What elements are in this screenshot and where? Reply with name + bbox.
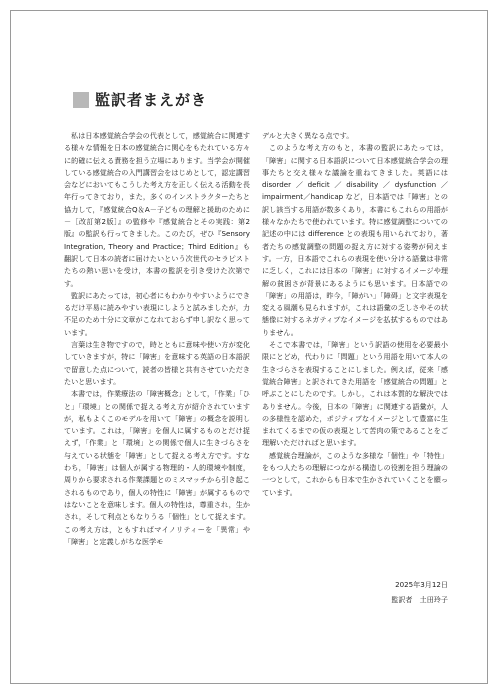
paragraph-continued: デルと大きく異なる点です。 xyxy=(262,131,354,140)
heading-square-icon xyxy=(73,92,89,108)
paragraph: このような考え方のもと，本書の監訳にあたっては，「障害」に関する日本語訳について日本感覚統合学会の理事たちと交え様々な議論を重ねてきました。英語には disorder／deficit／disability／dysfunction／impairment／handicap など，日本語では「障害」との訳し該当する用語が数多くあり，本書にもこれらの用語が様々なかたちで使われています。特に感覚調整についての記述の中には difference との表現も用いられており，著者たちの感覚調整の問題の捉え方に対する姿勢が伺えます。一方，日本語でこれらの表現を使い分ける語彙は非常に乏しく，これには日本の「障害」に対するイメージや理解の貧困さが背景にあるようにも思います。日本語での「障害」の用語は，昨今，「障がい」「障碍」と文字表現を変える風潮も見られますが，これは語彙の乏しさやその状態像に対するネガティブなイメージを払拭するものではありません。 xyxy=(262,143,448,337)
paragraph: 感覚統合理論が，このような多様な「個性」や「特性」をもつ人たちの理解につながる構造しの役割を担う理論の一つとして，これからも日本で生かされていくことを願っています。 xyxy=(262,450,448,497)
right-column xyxy=(262,130,448,499)
left-column xyxy=(64,130,250,548)
signature-name: 監訳者 土田玲子 xyxy=(391,595,448,604)
heading-title: 監訳者まえがき xyxy=(95,91,208,109)
paragraph: そこで本書では，「障害」という訳語の使用を必要最小限にとどめ，代わりに「問題」という用語を用いて本人の生きづらさを表現することにしました。例えば，従来「感覚統合障害」と訳されてきた用語を「感覚統合の問題」と呼ぶことにしたのです。しかし，これは本質的な解決ではありません。今後，日本の「障害」に関連する語彙が，人の多様性を認めた，ポジティブなイメージとして豊富に生まれてくるまでの仮の表現として苦肉の策であることをご理解いただければと思います。 xyxy=(262,340,448,448)
paragraph: 私は日本感覚統合学会の代表として，感覚統合に関連する様々な情報を日本の感覚統合に関心をもたれている方々に的確に伝える責務を担う立場にあります。当学会が開催している感覚統合の入門講習会をはじめとして，認定講習会などにおいてもこうした考え方を正しく伝える活動を長年行ってきており，また，多くのインストラクターたちと協力して，『感覚統合Q＆A－子どもの理解と援助のために－［改訂第2版］』の監修や『感覚統合とその実践：第2版』の監訳も行ってきました。このたび，ぜひ『Sensory Integration, Theory and Practice；Third Edition』も翻訳して日本の読者に届けたいという次世代のセラピストたちの熱い思いを受け，本書の監訳を引き受けた次第です。 xyxy=(64,131,250,288)
section-heading xyxy=(73,89,207,110)
paragraph: 言葉は生き物ですので，時とともに意味や使い方が変化していきますが，特に「障害」を意味する英語の日本語訳で留意した点について，読者の皆様と共有させていただきたいと思います。 xyxy=(64,340,250,386)
signature-date: 2025年3月12日 xyxy=(395,580,448,589)
paragraph: 監訳にあたっては，初心者にもわかりやすいようにできるだけ平易に読みやすい表現にしようと試みましたが，力不足のため十分に文章がこなれておらず申し訳なく思っています。 xyxy=(64,290,250,337)
paragraph: 本書では，作業療法の「障害概念」として，「作業」「ひと」「環境」との関係で捉える考え方が紹介されていますが，私もよくこのモデルを用いて「障害」の概念を説明しています。これは，「障害」を個人に属するものとだけ捉えず，「作業」と「環境」との関係で個人に生きづらさを与えている状態を「障害」として捉える考え方です。すなわち，「障害」は個人が属する物理的・人的環境や制度，周りから要求される作業課題とのミスマッチから引き起こされるものであり，個人の特性に「障害」が属するものではないことを意味します。個人の特性は，尊重され，生かされ，そして利点ともなりうる「個性」として捉えます。この考え方は，ともすればマイノリティーを「異常」や「障害」と定義しがちな医学モ xyxy=(64,389,250,546)
